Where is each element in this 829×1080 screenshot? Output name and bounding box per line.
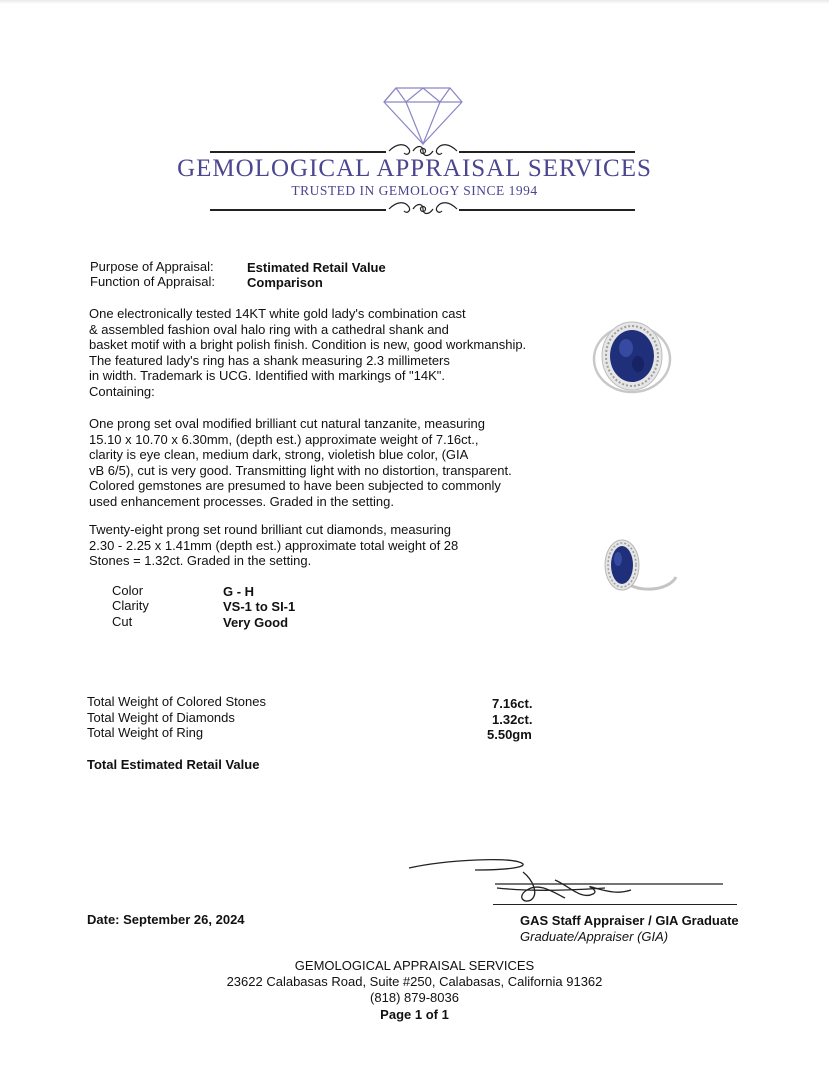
grade-clarity-label: Clarity xyxy=(112,598,149,613)
grade-clarity-value: VS-1 to SI-1 xyxy=(223,599,296,614)
function-label: Function of Appraisal: xyxy=(90,274,216,289)
signature-title: GAS Staff Appraiser / GIA Graduate xyxy=(520,913,739,928)
header-rule-bottom-left xyxy=(210,209,386,211)
signature-line xyxy=(493,904,737,905)
total-estimated-label: Total Estimated Retail Value xyxy=(87,757,260,772)
header-rule-top-right xyxy=(459,151,635,153)
appraisal-date: Date: September 26, 2024 xyxy=(87,912,245,927)
tanzanite-description: One prong set oval modified brilliant cut natural tanzanite, measuring 15.10 x 10.70 x 6.30mm, (depth est.) approximate weight of 7.16ct., clarity is eye clean, medium dark, strong, violetish blue color, (GIA vB 6/5), cut is very good. Transmitting light with no distortion, transparent. Colored gemstones are presumed to have been subjected to commonly used enhancement processes. Graded in the setting. xyxy=(89,416,512,509)
purpose-value: Estimated Retail Value xyxy=(247,260,386,275)
signature-subtitle: Graduate/Appraiser (GIA) xyxy=(520,929,669,944)
header-rule-top-left xyxy=(210,151,386,153)
company-name: GEMOLOGICAL APPRAISAL SERVICES xyxy=(177,155,652,182)
diamonds-description: Twenty-eight prong set round brilliant cut diamonds, measuring 2.30 - 2.25 x 1.41mm (depth est.) approximate total weight of 28 Stones = 1.32ct. Graded in the setting. xyxy=(89,522,459,569)
handwritten-signature xyxy=(405,854,735,910)
diamond-logo-icon xyxy=(382,86,464,146)
header-rule-bottom-right xyxy=(459,209,635,211)
scan-top-edge xyxy=(0,0,829,4)
grade-color-label: Color xyxy=(112,583,144,598)
page-number: Page 1 of 1 xyxy=(380,1007,449,1022)
total-colored-label: Total Weight of Colored Stones xyxy=(87,694,266,709)
total-ring-label: Total Weight of Ring xyxy=(87,725,204,740)
ring-photo-top-view xyxy=(592,312,672,406)
grade-cut-label: Cut xyxy=(112,614,133,629)
footer-address: 23622 Calabasas Road, Suite #250, Calabasas, California 91362 xyxy=(226,974,603,989)
company-tagline: TRUSTED IN GEMOLOGY SINCE 1994 xyxy=(291,183,538,198)
grade-cut-value: Very Good xyxy=(223,615,289,630)
ring-description: One electronically tested 14KT white gold lady's combination cast & assembled fashion oval halo ring with a cathedral shank and basket motif with a bright polish finish. Condition is new, good workmanship. The featured lady's ring has a shank measuring 2.3 millimeters in width. Trademark is UCG. Identified with markings of "14K". Containing: xyxy=(89,306,527,399)
purpose-label: Purpose of Appraisal: xyxy=(90,259,214,274)
grade-color-value: G - H xyxy=(223,584,255,599)
function-value: Comparison xyxy=(247,275,323,290)
total-diamonds-value: 1.32ct. xyxy=(492,712,533,727)
footer-company: GEMOLOGICAL APPRAISAL SERVICES xyxy=(294,958,535,973)
total-ring-value: 5.50gm xyxy=(487,727,532,742)
ring-photo-side-view xyxy=(600,537,680,599)
ornament-scroll-icon xyxy=(387,199,459,219)
total-colored-value: 7.16ct. xyxy=(492,696,533,711)
footer-phone: (818) 879-8036 xyxy=(370,990,459,1005)
total-diamonds-label: Total Weight of Diamonds xyxy=(87,710,235,725)
